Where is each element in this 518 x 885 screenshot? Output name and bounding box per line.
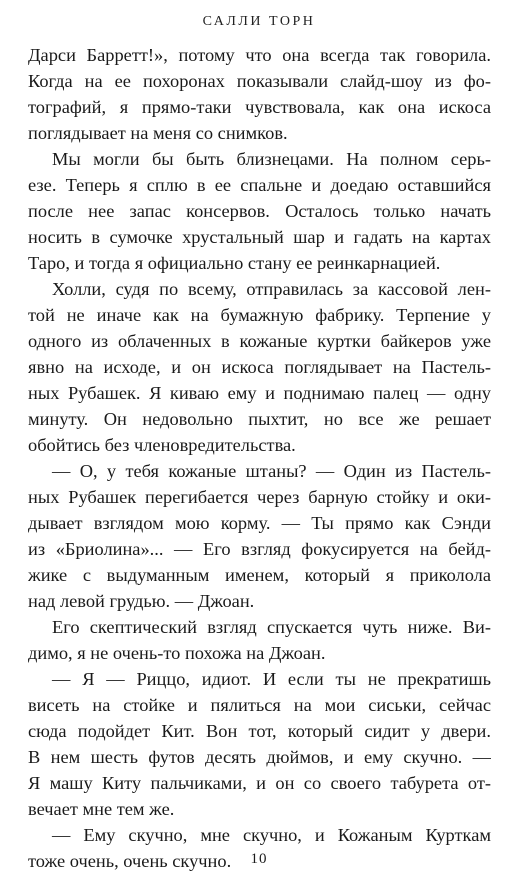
text-line: дывает взглядом мою корму. — Ты прямо как Сэнди — [28, 513, 491, 533]
text-line: сюда подойдет Кит. Вон тот, который сидит у двери. — [28, 721, 491, 741]
text-line: поглядывает на меня со снимков. — [28, 123, 288, 143]
body-text — [28, 42, 491, 874]
text-line: езе. Теперь я сплю в ее спальне и доедаю оставшийся — [28, 175, 491, 195]
text-line: той не иначе как на бумажную фабрику. Терпение у — [28, 305, 491, 325]
text-line: Я машу Киту пальчиками, и он со своего табурета от- — [28, 773, 491, 793]
text-line: димо, я не очень-то похожа на Джоан. — [28, 643, 326, 663]
text-line: — Я — Риццо, идиот. И если ты не прекратишь — [52, 669, 491, 689]
text-line: — Ему скучно, мне скучно, и Кожаным Курткам — [52, 825, 491, 845]
text-line: вечает мне тем же. — [28, 799, 175, 819]
text-line: — О, у тебя кожаные штаны? — Один из Пастель- — [52, 461, 491, 481]
text-line: Мы могли бы быть близнецами. На полном серь- — [52, 149, 491, 169]
text-line: Когда на ее похоронах показывали слайд-шоу из фо- — [28, 71, 491, 91]
text-line: висеть на стойке и пялиться на мои сиськи, сейчас — [28, 695, 491, 715]
text-line: носить в сумочке хрустальный шар и гадать на картах — [28, 227, 491, 247]
text-line: явно на исходе, и он искоса поглядывает на Пастель- — [28, 357, 491, 377]
text-line: Дарси Барретт!», потому что она всегда так говорила. — [28, 45, 491, 65]
text-line: жике с выдуманным именем, который я приколола — [28, 565, 491, 585]
running-head: САЛЛИ ТОРН — [202, 14, 316, 29]
text-line: минуту. Он недовольно пыхтит, но все же решает — [28, 409, 491, 429]
text-line: В нем шесть футов десять дюймов, и ему скучно. — — [28, 747, 491, 767]
text-line: тоже очень, очень скучно. — [28, 851, 232, 871]
text-line: из «Бриолина»... — Его взгляд фокусируется на бейд- — [28, 539, 491, 559]
page-number: 10 — [250, 851, 268, 867]
text-line: обойтись без членовредительства. — [28, 435, 296, 455]
text-line: одного из облаченных в кожаные куртки байкеров уже — [28, 331, 491, 351]
text-line: Таро, и тогда я официально стану ее реинкарнацией. — [28, 253, 441, 273]
text-line: тографий, я прямо-таки чувствовала, как она искоса — [28, 97, 491, 117]
text-line: ных Рубашек перегибается через барную стойку и оки- — [28, 487, 491, 507]
text-line: после нее запас консервов. Осталось только начать — [28, 201, 491, 221]
text-line: над левой грудью. — Джоан. — [28, 591, 255, 611]
text-line: ных Рубашек. Я киваю ему и поднимаю палец — одну — [28, 383, 491, 403]
text-line: Холли, судя по всему, отправилась за кассовой лен- — [52, 279, 491, 299]
text-line: Его скептический взгляд спускается чуть ниже. Ви- — [52, 617, 491, 637]
